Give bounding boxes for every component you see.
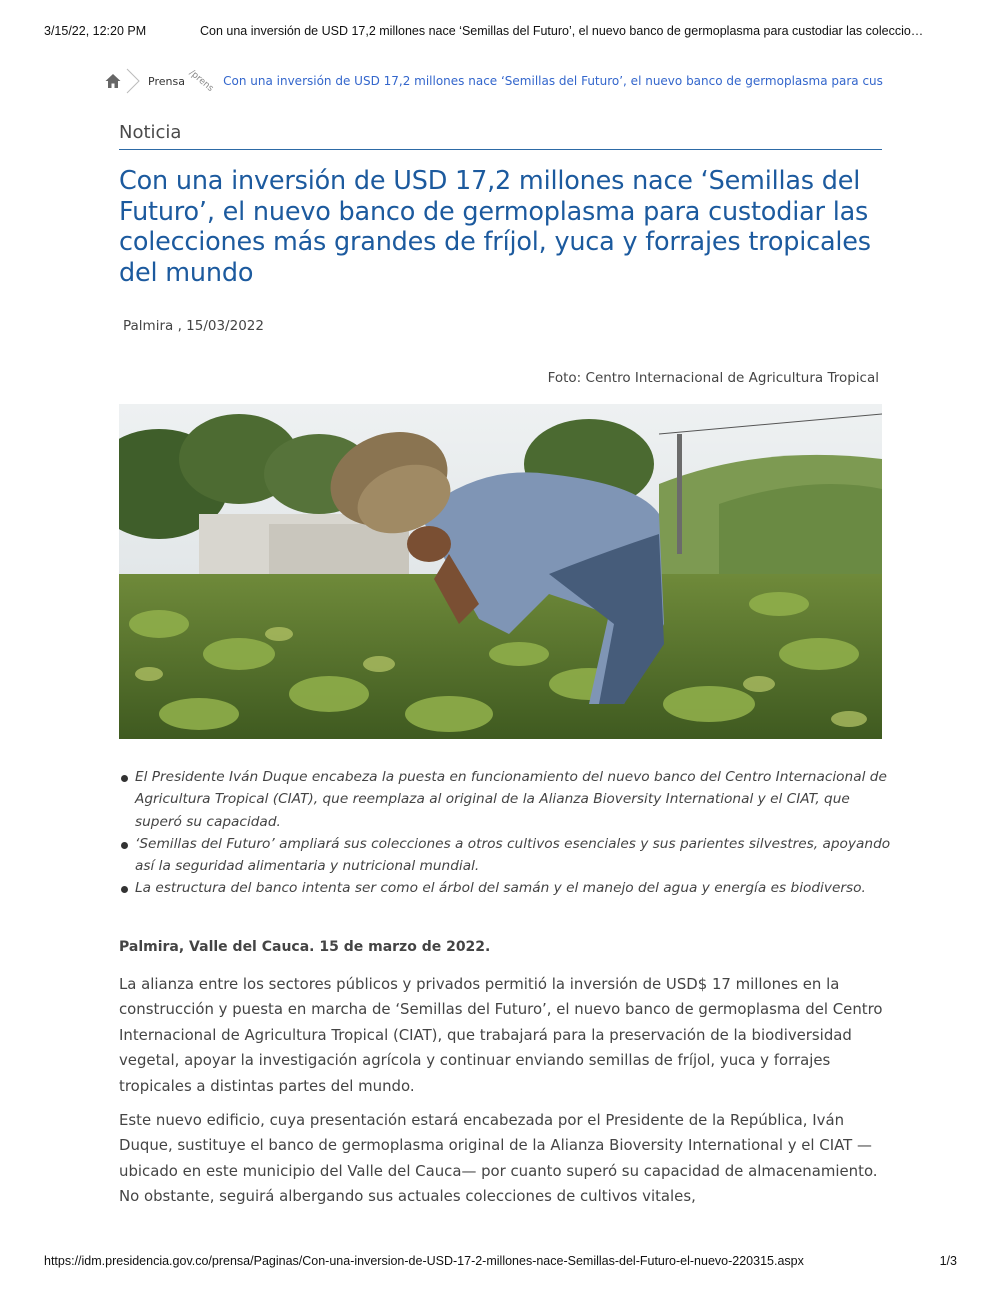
highlight-item: El Presidente Iván Duque encabeza la puesta en funcionamiento del nuevo banco del Centro Internacional de Agricultura Tropical (CIAT), que reemplaza al original de la Alianza Bioversity International y el CIAT, que superó su capacidad.	[135, 766, 898, 833]
article-photo	[119, 404, 882, 739]
print-url: https://idm.presidencia.gov.co/prensa/Paginas/Con-una-inversion-de-USD-17-2-millones-nace-Semillas-del-Futuro-el-nuevo-220315.aspx	[44, 1254, 804, 1268]
article-paragraph: Este nuevo edificio, cuya presentación estará encabezada por el Presidente de la República, Iván Duque, sustituye el banco de germoplasma original de la Alianza Bioversity International y el CIAT —ubicado en este municipio del Valle del Cauca— por cuanto superó su capacidad de almacenamiento. No obstante, seguirá albergando sus actuales colecciones de cultivos vitales,	[119, 1111, 878, 1206]
highlight-item: La estructura del banco intenta ser como el árbol del samán y el manejo del agua y energía es biodiverso.	[135, 877, 898, 899]
print-header	[44, 24, 964, 38]
breadcrumb-item-prensa[interactable]: Prensa	[148, 74, 185, 88]
chevron-right-icon	[126, 68, 140, 94]
print-datetime: 3/15/22, 12:20 PM	[44, 24, 147, 38]
section-label: Noticia	[119, 122, 882, 150]
article-highlights	[119, 766, 898, 900]
breadcrumb	[104, 68, 900, 94]
highlight-item: ‘Semillas del Futuro’ ampliará sus colecciones a otros cultivos esenciales y sus parientes silvestres, apoyando así la seguridad alimentaria y nutricional mundial.	[135, 833, 898, 878]
article-paragraph: La alianza entre los sectores públicos y privados permitió la inversión de USD$ 17 millones en la construcción y puesta en marcha de ‘Semillas del Futuro’, el nuevo banco de germoplasma del Centro Internacional de Agricultura Tropical (CIAT), que trabajará para la preservación de la biodiversidad vegetal, apoyar la investigación agrícola y continuar enviando semillas de fríjol, yuca y forrajes tropicales a distintas partes del mundo.	[119, 975, 883, 1095]
article-lead: Palmira, Valle del Cauca. 15 de marzo de 2022.	[119, 939, 491, 955]
print-footer	[44, 1254, 957, 1268]
print-page-number: 1/3	[939, 1254, 957, 1268]
print-page-title: Con una inversión de USD 17,2 millones nace ‘Semillas del Futuro’, el nuevo banco de germoplasma para custodiar las coleccio…	[200, 24, 924, 38]
photo-credit: Foto: Centro Internacional de Agricultura Tropical	[547, 370, 879, 386]
breadcrumb-current[interactable]: Con una inversión de USD 17,2 millones nace ‘Semillas del Futuro’, el nuevo banco de germoplasma para cus	[223, 74, 883, 88]
breadcrumb-ghost-text: /prens	[187, 68, 216, 94]
article-headline: Con una inversión de USD 17,2 millones nace ‘Semillas del Futuro’, el nuevo banco de germoplasma para custodiar las colecciones más grandes de fríjol, yuca y forrajes tropicales del mundo	[119, 166, 871, 288]
article-dateline: Palmira , 15/03/2022	[123, 318, 264, 334]
home-icon[interactable]	[104, 72, 122, 90]
